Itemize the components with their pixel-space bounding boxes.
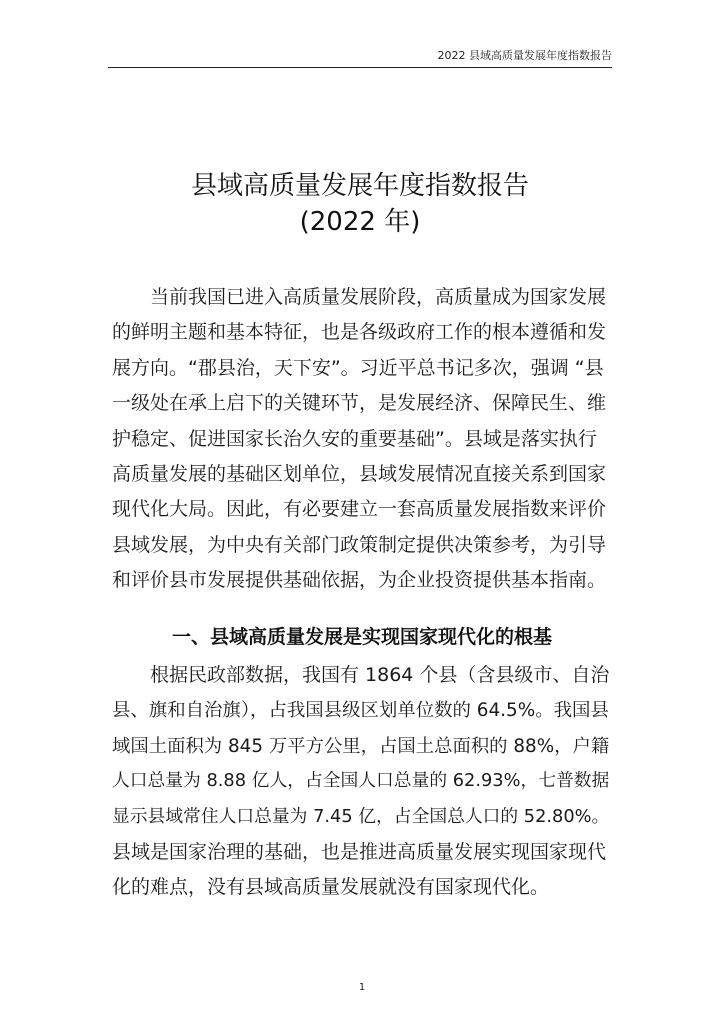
paragraph-line: 当前我国已进入高质量发展阶段，高质量成为国家发展 <box>150 286 607 308</box>
paragraph-line: 域国土面积为 845 万平方公里，占国土总面积的 88%，户籍 <box>112 735 610 757</box>
paragraph-line: 人口总量为 8.88 亿人，占全国人口总量的 62.93%，七普数据 <box>112 771 610 792</box>
paragraph-line: 的鲜明主题和基本特征，也是各级政府工作的根本遵循和发 <box>112 321 607 344</box>
paragraph-line: 展方向。“郡县治，天下安”。习近平总书记多次，强调 “县 <box>112 356 604 379</box>
paragraph-line: 和评价县市发展提供基础依据，为企业投资提供基本指南。 <box>112 569 607 592</box>
paragraph-line: 显示县域常住人口总量为 7.45 亿，占全国总人口的 52.80%。 <box>112 806 610 827</box>
section-heading: 一、县域高质量发展是实现国家现代化的根基 <box>171 626 552 648</box>
paragraph-line: 县域发展，为中央有关部门政策制定提供决策参考，为引导 <box>112 533 607 556</box>
paragraph-line: 护稳定、促进国家长治久安的重要基础”。县域是落实执行 <box>112 427 597 450</box>
paragraph-line: 高质量发展的基础区划单位，县域发展情况直接关系到国家 <box>112 462 607 485</box>
paragraph-line: 县、旗和自治旗），占我国县级区划单位数的 64.5%。我国县 <box>112 700 609 722</box>
intro-paragraph <box>112 280 612 599</box>
section-paragraph <box>112 658 612 906</box>
document-title: 县域高质量发展年度指数报告 <box>190 171 529 201</box>
running-header: 2022 县域高质量发展年度指数报告 <box>437 49 612 62</box>
paragraph-line: 根据民政部数据，我国有 1864 个县（含县级市、自治 <box>150 664 610 686</box>
paragraph-line: 一级处在承上启下的关键环节，是发展经济、保障民生、维 <box>112 392 607 415</box>
document-subtitle: (2022 年) <box>299 207 421 237</box>
paragraph-line: 化的难点，没有县域高质量发展就没有国家现代化。 <box>112 876 550 899</box>
paragraph-line: 现代化大局。因此，有必要建立一套高质量发展指数来评价 <box>112 498 607 521</box>
paragraph-line: 县域是国家治理的基础，也是推进高质量发展实现国家现代 <box>112 840 607 863</box>
header-rule <box>108 67 612 68</box>
page-number: 1 <box>358 982 366 993</box>
